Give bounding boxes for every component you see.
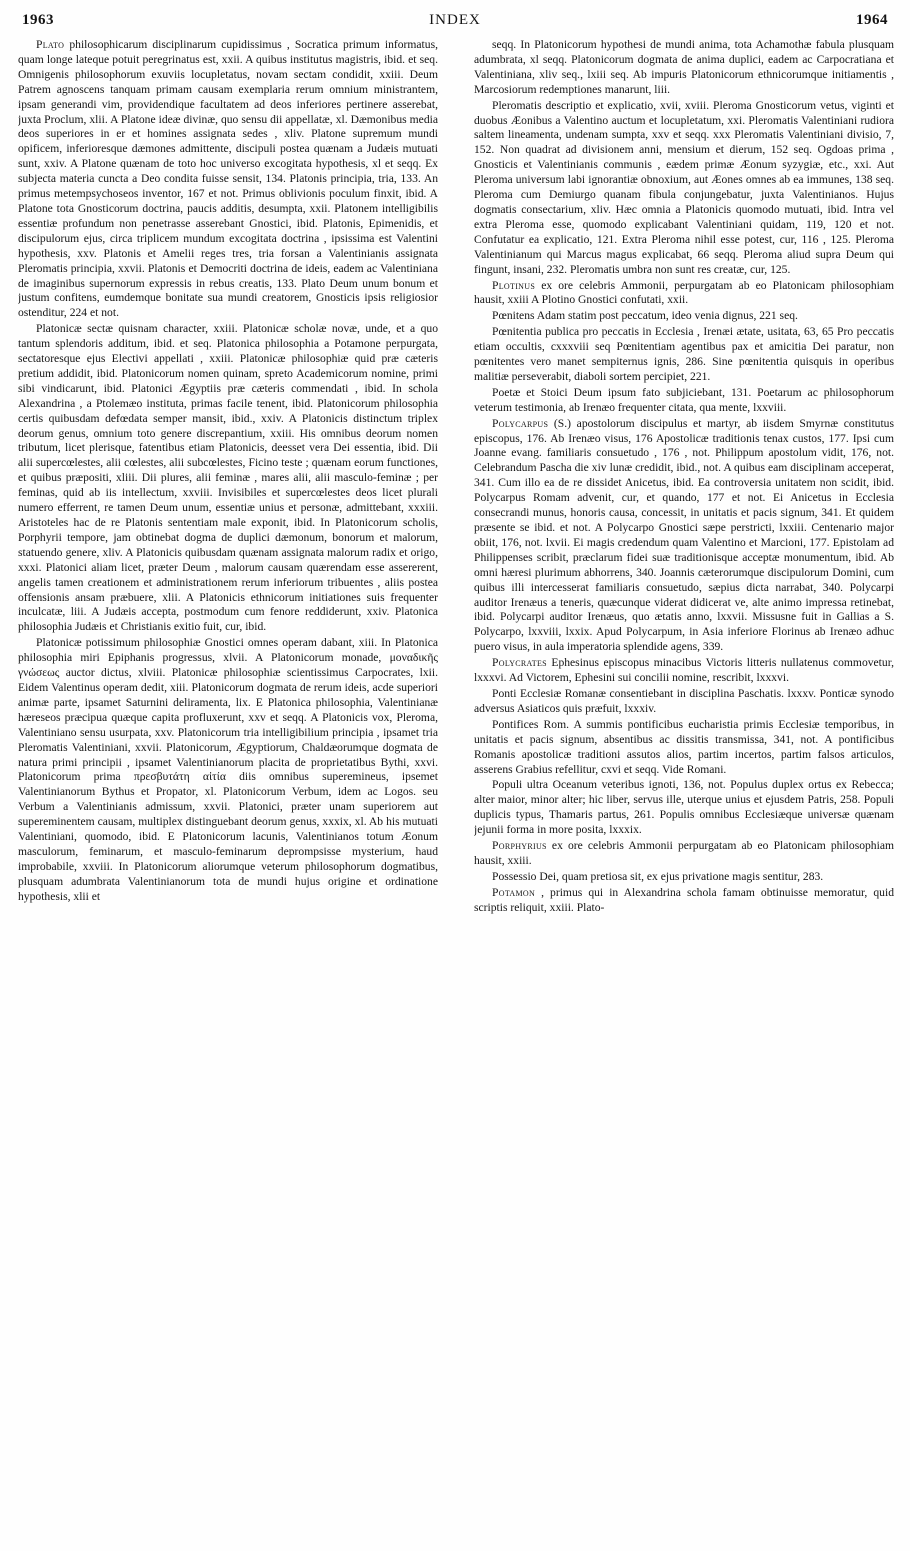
index-entry [474,778,894,838]
index-entry [474,99,894,278]
index-entry [18,38,438,321]
left-column [18,38,438,1543]
entry-headword: Porphyrius [492,839,547,853]
right-column [474,38,894,1543]
entry-text: Pœnitens Adam statim post peccatum, ideo venia dignus, 221 seq. [492,309,798,323]
entry-text: Possessio Dei, quam pretiosa sit, ex ejus privatione magis sentitur, 283. [492,869,824,883]
index-entry [18,322,438,635]
entry-text: Poetæ et Stoici Deum ipsum fato subjiciebant, 131. Poetarum ac philosophorum veterum testimonia, ab Irenæo frequenter citata, qua mente, lxxviii. [474,385,894,414]
index-entry [474,325,894,385]
left-page-number: 1963 [22,11,54,28]
entry-text: Ponti Ecclesiæ Romanæ consentiebant in disciplina Paschatis. lxxxv. Ponticæ synodo adversus Asiaticos quis præfuit, lxxxiv. [474,686,894,715]
index-entry [474,839,894,869]
entry-text: (S.) apostolorum discipulus et martyr, ab iisdem Smyrnæ constitutus episcopus, 176. Ab Irenæo visus, 176 Apostolicæ traditionis tenax custos, 177. Ipsi cum Joanne evang. familiaris consuetudo , 176 , not. Philippum apostolum vidit, 176, not. Celebrandum Pascha die xiv lunæ credidit, ibid., not. A quibus eam disciplinam acceperat, 341. Cum illo ea de re dissidet Anicetus, ibid. Ea controversia unitatem non scidit, ibid. Polycarpus Romam advenit, cur, et quando, 177 et not. Ei Anicetus in Ecclesia consecrandi munus, honoris causa, concessit, in unitatis et pacis signum, 341. Et quidem præsente se ibid. et not. A Polycarpo Gnostici sæpe perstricti, lxxiii. Centenario major obiit, 176, not. lxvii. Ei magis credendum quam Valentino et Marcioni, 177. Epistolam ad Philippenses scribit, præclarum fidei suæ traditionisque acceptæ monumentum, ibid. Ab omni hæresi plurimum abhorrens, 340. Joannis cæterorumque discipulorum Domini, cum quibus illi intercesserat familiaris consuetudo, sæpius dicta narrabat, 340. Polycarpi auditor Irenæus a teneris, quæcunque viderat didicerat ve, alte animo impressa retinebat, ibid. Polycarpi auditor Irenæus, quo ætatis anno, lxxvii. Missusne fuit in Gallias a S. Polycarpo, lxxviii, lxxix. Apud Polycarpum, in Asia inferiore Florinus ab Irenæo adhuc puero visus, in aula imperatoria splendide agens, 339. [474,416,894,654]
entry-text: Platonicæ sectæ quisnam character, xxiii. Platonicæ scholæ novæ, unde, et a quo tantum splendoris additum, ibid. et seq. Platonica philosophia a Potamone perpurgata, sectatoresque ejus Electivi appellati , xxiii. Platonicæ philosophiæ quid præ cæteris pretium addidit, ibid. Platonicorum nomen quinam, spreto Academicorum nomine, primi sibi vindicarunt, ibid. Platonici Ægyptiis præ cæteris commendati , ibid. In schola Alexandrina , a Ptolemæo instituta, primas facile tenent, ibid. Platonicorum philosophia certis quibusdam defœdata semper mansit, ibid., xxiv. A Platonicis distinctum triplex deorum genus, omnium toto genere discrepantium, xxiii. His omnibus deorum nomen tributum, licet plerisque, fatentibus etiam Platonicis, deesset vera Dei essentia, ibid. Dii alii supercœlestes, alii cœlestes, alii subcœlestes, Ficino teste ; quænam eorum functiones, et quibus præpositi, xliii. Dii plures, alii feminæ , mares alii, alii masculo-feminæ ; per feminas, quid ab iis intellectum, xxviii. Invisibiles et supercœlestes deos licet plurali numero efferrent, re tamen Deum unum, essentiæ unius et personæ, admittebant, xxxiii. Aristoteles hac de re Platonis sententiam male exponit, ibid. In Platonicorum scholis, Porphyrii tempore, jam obtinebat dogma de duplici dæmonum, bonorum et malorum, statuendo genere, xliv. A Platonicis quibusdam quænam assignata malorum radix et origo, xxxi. Platonici aliam licet, præter Deum , malorum causam quærendam esse assererent, angelis tamen creationem et administrationem rerum inferiorum tribuentes , aliis postea offensionis ansam præbuere, xlii. A Platonicis ethnicorum initiationes suis frequenter inculcatæ, liii. A Judæis accepta, postmodum cum fenore reddiderunt, xxiv. Platonica philosophia Judæis et Christianis exitio fuit, cur, ibid. [18,322,438,634]
index-entry [474,656,894,686]
entry-headword: Polycarpus [492,416,549,430]
entry-text: Pleromatis descriptio et explicatio, xvii, xviii. Pleroma Gnosticorum vetus, viginti et duobus Æonibus a Valentino auctum et locupletatum, xxi. Pleromatis Valentiniani rudiora saltem lineamenta, undenam sumpta, xxv et seqq. xxx Pleromatis Valentiniani divisio, 7, 152. Non quadrat ad divisionem anni, mensium et dierum, 152 seq. Ogdoas prima , Gnosticis et Valentinianis communis , eædem primæ Æonum syzygiæ, etc., xxi. Aut Pleroma universum labi ignorantiæ obnoxium, aut Æones omnes ab ea immunes, 138 seq. Pleroma cum Demiurgo quanam fibula conjungebatur, juxta Valentinianos. Hujus dogmatis consectarium, xliv. Hæc omnia a Platonicis quomodo mutuati, ibid. Intra vel extra Pleroma esse, quomodo explicabant Valentiniani quidam, 119, 120 et not. Confutatur ea explicatio, 121. Extra Pleroma nihil esse potest, cur, 116 , 125. Pleroma Valentinianum qui Marcus magus explicabat, 66 seqq. Pleroma aliud supra Deum qui fingunt, insani, 232. Pleromatis umbra non sunt res creatæ, cur, 125. [474,98,894,276]
index-entry [474,309,894,324]
running-title: INDEX [429,11,481,28]
entry-headword: Plotinus [492,278,536,292]
entry-headword: Plato [36,38,65,51]
entry-text: Populi ultra Oceanum veteribus ignoti, 136, not. Populus duplex ortus ex Rebecca; alter maior, minor alter; hic liber, servus ille, uterque unius et ejusdem Patris, 258. Populi duplicis typus, Thamaris partus, 261. Populis omnibus Ecclesiæque universæ quænam jejunii forma in more posita, lxxxix. [474,778,894,837]
entry-text: Pœnitentia publica pro peccatis in Ecclesia , Irenæi ætate, usitata, 63, 65 Pro peccatis etiam occultis, cxxxviii seq Pœnitentiam agentibus pax et amicitia Dei paratur, non pœnitentes vero manet sempiternus ignis, 286. Sine pœnitentia quisquis in operibus malitiæ perseverabit, diaboli sortem percipiet, 221. [474,325,894,383]
entry-text: Platonicæ potissimum philosophiæ Gnostici omnes operam dabant, xiii. In Platonica philosophia miri Epiphanis progressus, xlvii. A Platonicorum monade, μοναδικῆς γνώσεως auctor dictus, xlviii. Platonicæ philosophiæ scientissimus Carpocrates, lxii. Eidem Valentinus operam dedit, xiii. Platonicorum dogmata de rerum ideis, acde superiori animæ parte, ipsamet Saturnini deliramenta, lix. E Platonica philosophia, Valentinianæ hæreseos præcipua quæque capita profluxerunt, xxv et seqq. A Platonicis vox, Pleroma, Valentiniano sensu usurpata, xxv. Platonicorum tria intelligibilium principia , ipsamet tria Pleromatis Valentiniani, xxvii. Platonicorum, Ægyptiorum, Chaldæorumque dogmata de natura primi principii , ipsamet Valentinianorum placita de proprietatibus Bythi, xxvi. Platonicorum prima πρεσβυτάτη αἰτία diis omnibus superemineus, ipsemet Valentinianorum Bythus et Propator, xl. Platonicorum Verbum, idem ac Logos. seu Verbum a Valentinianis admissum, xxvii. Platonici, præter unam superiorem aut supereminentem causam, multiplex distinguebant deorum genus, xxxix, xl. Ab his mutuati Valentiniani, quomodo, ibid. E Platonicorum lacunis, Valentinianos totum Æonum masculorum, feminarum, et masculo-feminarum deprompsisse mysterium, haud improbabile, xxviii. In Platonicorum aliorumque veterum philosophorum dogmatibus, plusquam adumbrata Valentinianorum tota de mundi hujus origine et ordinatione hypothesis, xlii et [18,636,438,903]
index-entry [18,636,438,904]
index-entry [474,886,894,916]
entry-text: Pontifices Rom. A summis pontificibus eucharistia primis Ecclesiæ temporibus, in unitatis et pacis signum, absentibus ac dissitis transmissa, 341, not. A pontificibus Romanis apostolicæ traditioni assutos alios, partim incertos, partim falsos articulos, asserens Grabius refellitur, cxvi et seqq. Vide Romani. [474,717,894,776]
entry-text: , primus qui in Alexandrina schola famam obtinuisse memoratur, quid scriptis reliquit, xxiii. Plato- [474,885,894,914]
entry-text: seqq. In Platonicorum hypothesi de mundi anima, tota Achamothæ fabula plusquam adumbrata, xl seqq. Platonicorum dogmata de anima duplici, eadem ac Carpocratiana et Valentiniana, xliv seq., lxiii seq. Ab impuris Platonicorum ethnicorumque initiamentis , Marcosiorum redemptiones manarunt, liii. [474,38,894,96]
index-entry [474,279,894,309]
entry-text: ex ore celebris Ammonii perpurgatam ab eo Platonicam philosophiam hausit, xxiii. [474,839,894,867]
index-entry [474,417,894,656]
index-entry [474,38,894,98]
entry-headword: Potamon [492,885,536,899]
index-entry [474,687,894,717]
page-header [22,6,888,34]
index-entry [474,718,894,778]
entry-text: ex ore celebris Ammonii, perpurgatam ab eo Platonicam philosophiam hausit, xxiii A Plotino Gnostici confutati, xxii. [474,278,894,307]
entry-headword: Polycrates [492,656,547,670]
index-entry [474,386,894,416]
right-page-number: 1964 [856,11,888,28]
index-entry [474,870,894,885]
entry-text: Ephesinus episcopus minacibus Victoris litteris nullatenus commovetur, lxxxvi. Ad Victorem, Ephesini sui concilii nomine, rescribit, lxxxvi. [474,656,894,685]
entry-text: philosophicarum disciplinarum cupidissimus , Socratica primum informatus, quam longe lateque potuit peregrinatus est, xxii. A quibus institutus magistris, ibid. et seq. Omnigenis philosophorum exuviis locupletatus, novam sectam condidit, xxiii. Deum Patrem agnoscens tanquam primam causam exemplaria rerum omnium ministrantem, ipsam generandi vim, providendique facultatem ad deos inferiores pertinere asserebat, juxta Proclum, xlii. A Platone ideæ divinæ, quo sensu dii appellatæ, xl. Dæmonibus media deos superiores in er et homines assignata sedes , xliv. Platone supremum mundi opificem, inferioresque dæmones admittente, discipuli postea quænam a Judæis mutuati sunt, xxiv. A Platone quænam de toto hoc universo excogitata hypothesis, xl et seqq. Ex subjecta materia cuncta a Deo condita fuisse sensit, 134. Platonis principia, tria, 133. An primus metempsychoseos inventor, 167 et not. Primus oblivionis poculum finxit, ibid. A Platone tota Gnosticorum doctrina, paucis additis, desumpta, xxii. Platonem intelligibilis essentiæ profundum non penetrasse asserebant Gnostici, ibid. Platonis, Epimenidis, et discipulorum ejus, circa triplicem mundum excogitata doctrina , ipsissima est Valentini hypothesis, xxv. Platonis et Amelii reges tres, tria forsan a Valentinianis assignata Pleromatis principia, xxvii. Platonis et Democriti doctrina de ideis, eadem ac Valentiniana de imaginibus supernorum expressis in rebus creatis, 133. Plato Deum unum bonum et justum confitens, eumdemque bonitate sua mundi creatorem, Gnosticis ipsis religiosior ostenditur, 224 et not. [18,38,438,320]
